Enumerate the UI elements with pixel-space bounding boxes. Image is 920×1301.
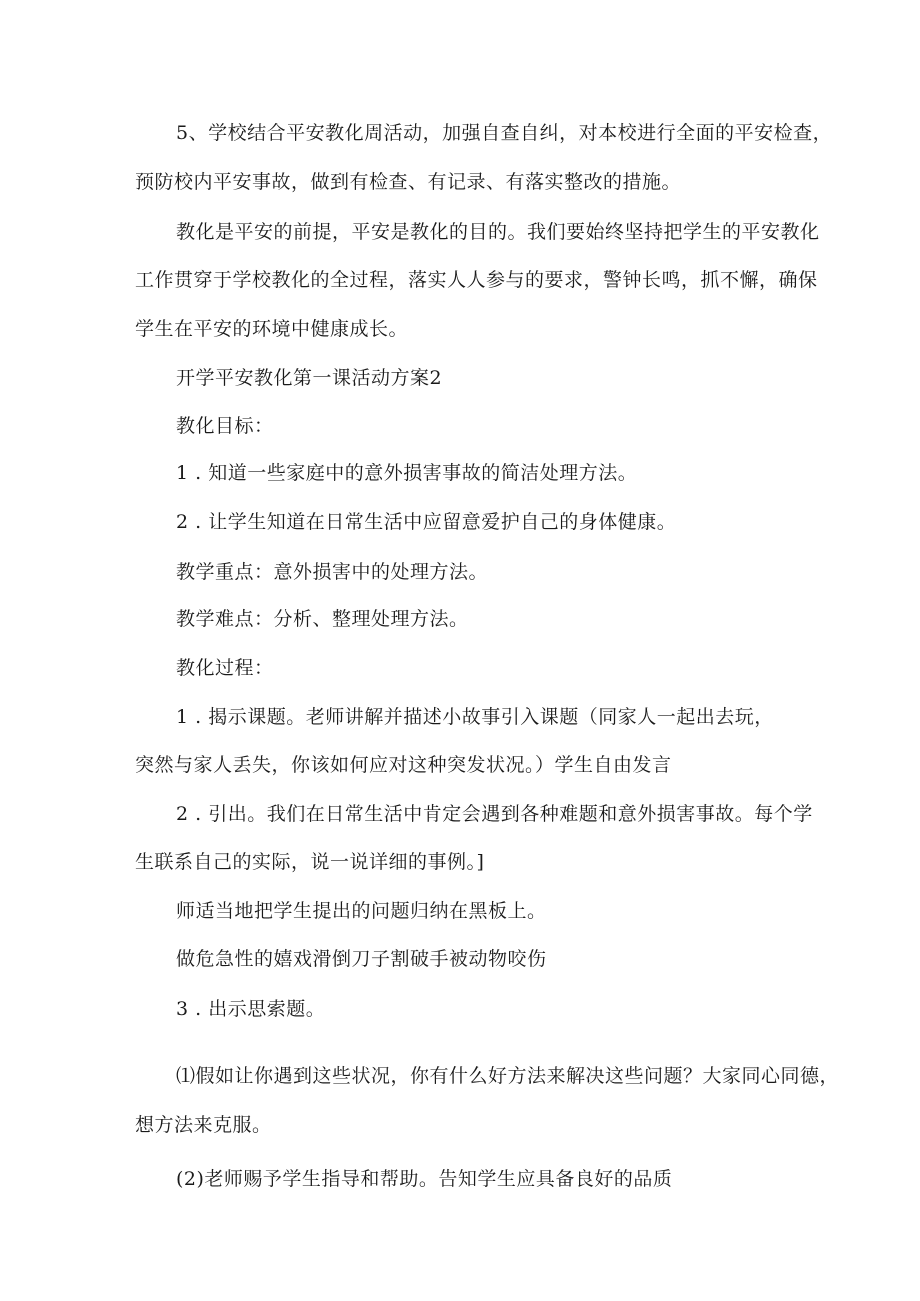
list-item: 1 . 知道一些家庭中的意外损害事故的简洁处理方法。 xyxy=(176,462,638,484)
paragraph-line: 教学难点：分析、整理处理方法。 xyxy=(176,608,469,630)
paragraph-line: 预防校内平安事故，做到有检查、有记录、有落实整改的措施。 xyxy=(135,171,682,193)
paragraph-line: 学生在平安的环境中健康成长。 xyxy=(135,318,409,340)
paragraph-line: 5、学校结合平安教化周活动，加强自查自纠，对本校进行全面的平安检查， xyxy=(176,122,833,144)
list-item: 2 . 让学生知道在日常生活中应留意爱护自己的身体健康。 xyxy=(176,511,677,533)
paragraph-line: 做危急性的嬉戏滑倒刀子割破手被动物咬伤 xyxy=(176,948,547,970)
subheading: 教化过程： xyxy=(176,657,274,679)
paragraph-line: (2)老师赐予学生指导和帮助。告知学生应具备良好的品质 xyxy=(176,1168,673,1190)
paragraph-line: 想方法来克服。 xyxy=(135,1114,272,1136)
paragraph-line: 突然与家人丢失，你该如何应对这种突发状况。）学生自由发言 xyxy=(135,754,672,776)
subheading: 教化目标： xyxy=(176,415,274,437)
paragraph-line: ⑴假如让你遇到这些状况，你有什么好方法来解决这些问题？大家同心同德， xyxy=(176,1065,840,1087)
section-heading: 开学平安教化第一课活动方案2 xyxy=(176,367,443,389)
paragraph-line: 工作贯穿于学校教化的全过程，落实人人参与的要求，警钟长鸣，抓不懈，确保 xyxy=(135,269,818,291)
list-item: 3 . 出示思索题。 xyxy=(176,998,326,1020)
paragraph-line: 师适当地把学生提出的问题归纳在黑板上。 xyxy=(176,900,547,922)
list-item: 1 . 揭示课题。老师讲解并描述小故事引入课题（同家人一起出去玩， xyxy=(176,706,774,728)
paragraph-line: 教化是平安的前提，平安是教化的目的。我们要始终坚持把学生的平安教化 xyxy=(176,221,820,243)
paragraph-line: 生联系自己的实际，说一说详细的事例。] xyxy=(135,851,485,873)
paragraph-line: 教学重点：意外损害中的处理方法。 xyxy=(176,561,489,583)
list-item: 2 . 引出。我们在日常生活中肯定会遇到各种难题和意外损害事故。每个学 xyxy=(176,803,813,825)
